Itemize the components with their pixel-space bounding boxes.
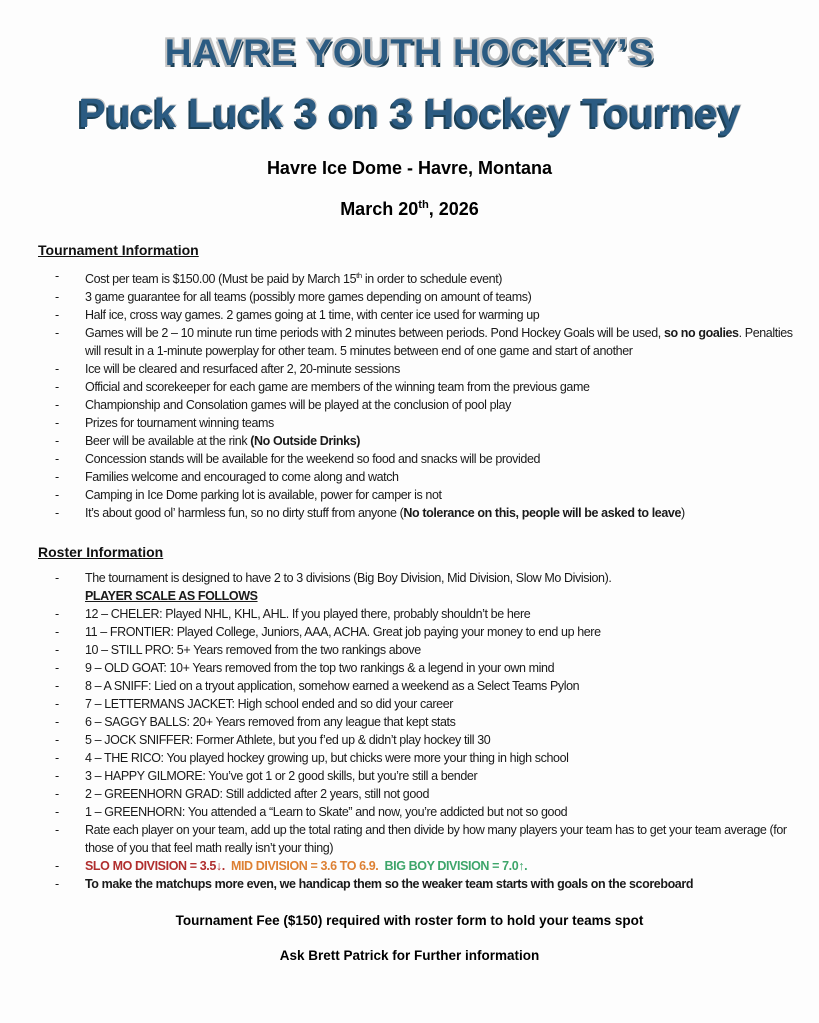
list-item <box>38 306 797 324</box>
list-item <box>38 324 797 360</box>
tournament-info-heading: Tournament Information <box>38 242 199 258</box>
list-item <box>38 803 797 821</box>
list-item <box>38 288 797 306</box>
text-segment: 1 – GREENHORN: You attended a “Learn to Skate” and now, you’re addicted but not so good <box>85 805 568 820</box>
bullet-dash: - <box>55 380 59 395</box>
list-item <box>38 857 797 875</box>
text-segment: 9 – OLD GOAT: 10+ Years removed from the top two rankings & a legend in your own mind <box>85 661 555 676</box>
text-segment: Camping in Ice Dome parking lot is available, power for camper is not <box>85 488 442 503</box>
text-segment: 6 – SAGGY BALLS: 20+ Years removed from any league that kept stats <box>85 715 456 730</box>
list-item-text <box>85 468 797 486</box>
bullet-dash: - <box>55 571 59 586</box>
section-roster-info <box>0 544 819 893</box>
bullet-dash: - <box>55 859 59 874</box>
list-item-text <box>85 306 797 324</box>
list-item-text <box>85 623 797 641</box>
text-segment: 10 – STILL PRO: 5+ Years removed from the two rankings above <box>85 643 421 658</box>
list-item-text <box>85 875 797 893</box>
text-segment: Ice will be cleared and resurfaced after 2, 20-minute sessions <box>85 362 400 377</box>
text-segment: 7 – LETTERMANS JACKET: High school ended and so did your career <box>85 697 454 712</box>
bullet-dash: - <box>55 823 59 838</box>
text-segment: Beer will be available at the rink <box>85 434 251 449</box>
list-item <box>38 731 797 749</box>
roster-info-list <box>38 569 797 893</box>
bullet-dash: - <box>55 625 59 640</box>
list-item-text <box>85 504 797 522</box>
list-item-text <box>85 713 797 731</box>
list-item-text <box>85 605 797 623</box>
bullet-dash: - <box>55 643 59 658</box>
list-item <box>38 432 797 450</box>
list-item-text <box>85 486 797 504</box>
list-item-text <box>85 378 797 396</box>
bullet-dash: - <box>55 470 59 485</box>
roster-info-heading: Roster Information <box>38 544 164 561</box>
list-item-text <box>85 803 797 821</box>
list-item <box>38 486 797 504</box>
bullet-dash: - <box>55 679 59 694</box>
text-segment: 8 – A SNIFF: Lied on a tryout application, somehow earned a weekend as a Select Teams Pylon <box>85 679 580 694</box>
list-item <box>38 569 797 605</box>
list-item <box>38 695 797 713</box>
text-segment: . Penalties will result in a 1-minute powerplay for other team. 5 minutes between end of one game and start of another <box>85 326 796 359</box>
list-item-text <box>85 695 797 713</box>
list-item <box>38 659 797 677</box>
list-item-text <box>85 767 797 785</box>
venue-line: Havre Ice Dome - Havre, Montana <box>266 158 553 178</box>
text-segment: PLAYER SCALE AS FOLLOWS <box>85 589 258 604</box>
list-item-text <box>85 821 797 857</box>
list-item <box>38 605 797 623</box>
text-segment: 2 – GREENHORN GRAD: Still addicted after 2 years, still not good <box>85 787 429 802</box>
section-tournament-info <box>0 242 819 522</box>
list-item-text <box>85 432 797 450</box>
list-item <box>38 641 797 659</box>
text-segment: 3 game guarantee for all teams (possibly more games depending on amount of teams) <box>85 290 532 305</box>
list-item <box>38 821 797 857</box>
text-segment: Prizes for tournament winning teams <box>85 416 274 431</box>
bullet-dash: - <box>55 769 59 784</box>
contact-note: Ask Brett Patrick for Further information <box>279 948 540 964</box>
text-segment: It’s about good ol’ harmless fun, so no dirty stuff from anyone ( <box>85 506 404 521</box>
text-segment: No tolerance on this, people will be asked to leave <box>403 506 682 521</box>
list-item-text <box>85 659 797 677</box>
text-segment: The tournament is designed to have 2 to 3 divisions (Big Boy Division, Mid Division, Slow Mo Division). <box>85 571 612 586</box>
list-item <box>38 875 797 893</box>
text-segment: , 2026 <box>428 199 479 219</box>
bullet-dash: - <box>55 290 59 305</box>
bullet-dash: - <box>55 269 59 283</box>
text-segment: Championship and Consolation games will be played at the conclusion of pool play <box>85 398 511 413</box>
date-line <box>0 199 819 220</box>
list-item-text <box>85 857 797 875</box>
list-item <box>38 267 797 288</box>
bullet-dash: - <box>55 452 59 467</box>
list-item <box>38 677 797 695</box>
bullet-dash: - <box>55 661 59 676</box>
bullet-dash: - <box>55 607 59 622</box>
text-segment: Official and scorekeeper for each game are members of the winning team from the previous game <box>85 380 590 395</box>
bullet-dash: - <box>55 877 59 892</box>
list-item-text <box>85 731 797 749</box>
text-segment: ) <box>681 506 685 521</box>
bullet-dash: - <box>55 506 59 521</box>
bullet-dash: - <box>55 362 59 377</box>
text-segment: Games will be 2 – 10 minute run time periods with 2 minutes between periods. Pond Hockey Goals will be used, <box>85 326 664 341</box>
tournament-info-list <box>38 267 797 522</box>
list-item-text <box>85 396 797 414</box>
bullet-dash: - <box>55 715 59 730</box>
text-segment: 5 – JOCK SNIFFER: Former Athlete, but you f’ed up & didn’t play hockey till 30 <box>85 733 491 748</box>
text-segment: March 20 <box>340 199 419 219</box>
bullet-dash: - <box>55 416 59 431</box>
bullet-dash: - <box>55 787 59 802</box>
text-segment: so no goalies <box>663 326 739 341</box>
event-title: Puck Luck 3 on 3 Hockey Tourney <box>78 90 741 136</box>
bullet-dash: - <box>55 488 59 503</box>
list-item-text <box>85 569 797 605</box>
list-item <box>38 767 797 785</box>
list-item <box>38 360 797 378</box>
bullet-dash: - <box>55 697 59 712</box>
list-item-text <box>85 749 797 767</box>
text-segment: th <box>418 199 429 211</box>
text-segment: Concession stands will be available for the weekend so food and snacks will be provided <box>85 452 541 467</box>
bullet-dash: - <box>55 751 59 766</box>
page-title: HAVRE YOUTH HOCKEY’S <box>164 32 655 73</box>
text-segment: 3 – HAPPY GILMORE: You’ve got 1 or 2 good skills, but you’re still a bender <box>85 769 478 784</box>
text-segment: 11 – FRONTIER: Played College, Juniors, AAA, ACHA. Great job paying your money to end up here <box>85 625 601 640</box>
list-item <box>38 713 797 731</box>
text-segment: (No Outside Drinks) <box>250 434 361 449</box>
text-segment: Cost per team is $150.00 (Must be paid by March 15 <box>85 272 357 287</box>
text-segment: in order to schedule event) <box>361 272 503 287</box>
list-item <box>38 378 797 396</box>
bullet-dash: - <box>55 805 59 820</box>
bullet-dash: - <box>55 733 59 748</box>
list-item-text <box>85 267 797 288</box>
list-item <box>38 504 797 522</box>
list-item <box>38 414 797 432</box>
text-segment: To make the matchups more even, we handicap them so the weaker team starts with goals on the scoreboard <box>85 877 694 892</box>
text-segment: Families welcome and encouraged to come along and watch <box>85 470 399 485</box>
text-segment: SLO MO DIVISION = 3.5↓. <box>85 859 225 874</box>
list-item-text <box>85 450 797 468</box>
list-item <box>38 396 797 414</box>
fee-note: Tournament Fee ($150) required with roster form to hold your teams spot <box>175 913 644 929</box>
list-item <box>38 468 797 486</box>
text-segment: BIG BOY DIVISION = 7.0↑. <box>384 859 528 874</box>
list-item-text <box>85 414 797 432</box>
list-item-text <box>85 360 797 378</box>
list-item <box>38 785 797 803</box>
text-segment: 4 – THE RICO: You played hockey growing up, but chicks were more your thing in high school <box>85 751 569 766</box>
text-segment: MID DIVISION = 3.6 TO 6.9. <box>230 859 379 874</box>
list-item-text <box>85 288 797 306</box>
text-segment: Rate each player on your team, add up the total rating and then divide by how many players your team has to get your team average (for those of you that feel math really isn’t your thing) <box>85 823 790 856</box>
list-item <box>38 749 797 767</box>
bullet-dash: - <box>55 326 59 341</box>
text-segment: th <box>356 271 362 280</box>
list-item-text <box>85 324 797 360</box>
bullet-dash: - <box>55 308 59 323</box>
bullet-dash: - <box>55 398 59 413</box>
text-segment: 12 – CHELER: Played NHL, KHL, AHL. If you played there, probably shouldn’t be here <box>85 607 531 622</box>
text-segment: Half ice, cross way games. 2 games going at 1 time, with center ice used for warming up <box>85 308 540 323</box>
list-item-text <box>85 677 797 695</box>
list-item <box>38 623 797 641</box>
list-item-text <box>85 641 797 659</box>
list-item-text <box>85 785 797 803</box>
bullet-dash: - <box>55 434 59 449</box>
list-item <box>38 450 797 468</box>
